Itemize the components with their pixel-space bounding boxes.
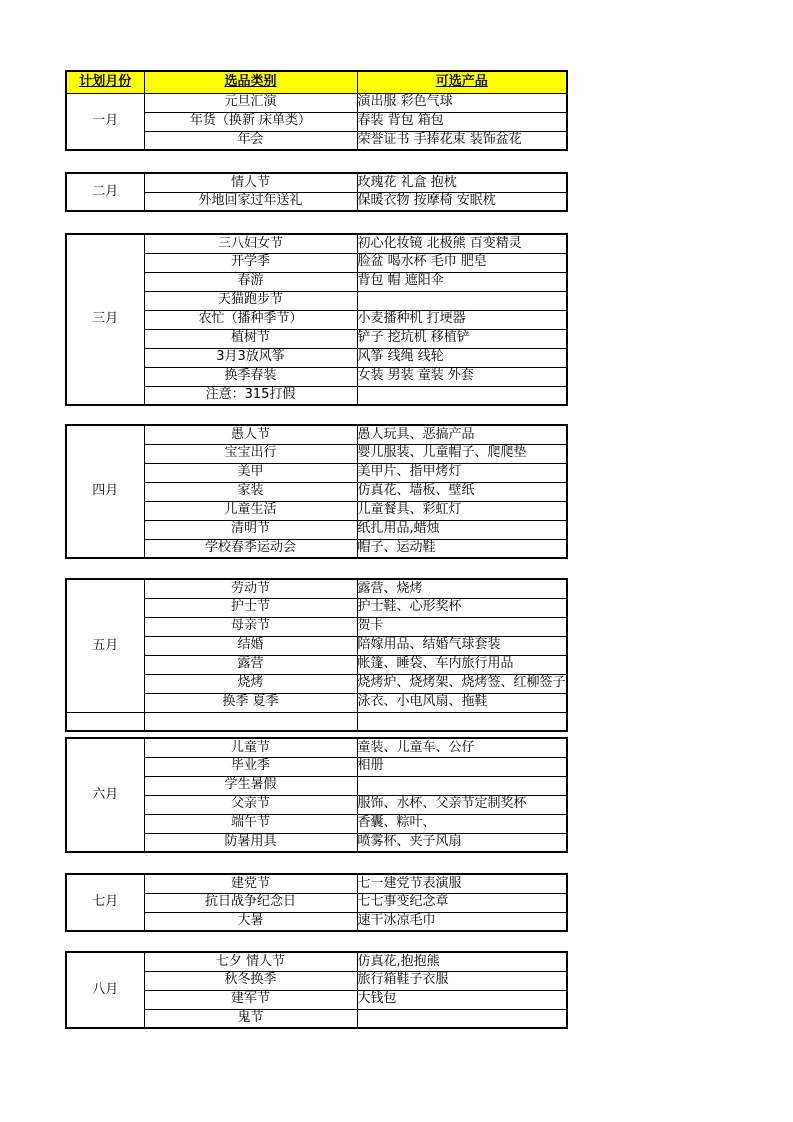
product-cell: 喷雾杯、夹子风扇 [357, 833, 567, 852]
product-cell: 背包 帽 遮阳伞 [357, 272, 567, 291]
table-row [66, 874, 567, 893]
product-cell: 露营、烧烤 [357, 579, 567, 598]
header-cell-plan-month: 计划月份 [66, 71, 144, 93]
product-cell [357, 386, 567, 405]
product-cell: 脸盆 喝水杯 毛巾 肥皂 [357, 253, 567, 272]
product-cell: 玫瑰花 礼盒 抱枕 [357, 173, 567, 192]
category-cell: 美甲 [144, 463, 357, 482]
category-cell: 儿童节 [144, 738, 357, 757]
category-cell: 七夕 情人节 [144, 952, 357, 971]
month-cell: 二月 [66, 173, 144, 211]
month-cell: 三月 [66, 234, 144, 405]
table-row [66, 234, 567, 253]
product-cell: 风筝 线绳 线轮 [357, 348, 567, 367]
month-block-3 [65, 233, 568, 406]
category-cell: 露营 [144, 655, 357, 674]
product-cell [357, 776, 567, 795]
product-cell: 美甲片、指甲烤灯 [357, 463, 567, 482]
month-cell: 七月 [66, 874, 144, 931]
month-block-8 [65, 951, 568, 1029]
empty-cell [357, 712, 567, 731]
category-cell: 天猫跑步节 [144, 291, 357, 310]
category-cell: 建党节 [144, 874, 357, 893]
month-block-4 [65, 424, 568, 559]
category-cell: 建军节 [144, 990, 357, 1009]
product-cell [357, 1009, 567, 1028]
product-cell: 大钱包 [357, 990, 567, 1009]
category-cell: 烧烤 [144, 674, 357, 693]
month-cell: 八月 [66, 952, 144, 1028]
category-cell: 学生暑假 [144, 776, 357, 795]
product-cell: 泳衣、小电风扇、拖鞋 [357, 693, 567, 712]
product-cell: 烧烤炉、烧烤架、烧烤签、红柳签子 [357, 674, 567, 693]
product-cell: 小麦播种机 打埂器 [357, 310, 567, 329]
empty-cell [66, 712, 144, 731]
product-cell: 帽子、运动鞋 [357, 539, 567, 558]
product-cell: 纸扎用品,蜡烛 [357, 520, 567, 539]
product-cell: 仿真花、墙板、壁纸 [357, 482, 567, 501]
product-cell: 香囊、粽叶、 [357, 814, 567, 833]
product-cell: 七七事变纪念章 [357, 893, 567, 912]
product-cell: 护士鞋、心形奖杯 [357, 598, 567, 617]
category-cell: 清明节 [144, 520, 357, 539]
category-cell: 注意：315打假 [144, 386, 357, 405]
category-cell: 学校春季运动会 [144, 539, 357, 558]
category-cell: 农忙（播种季节） [144, 310, 357, 329]
category-cell: 秋冬换季 [144, 971, 357, 990]
category-cell: 毕业季 [144, 757, 357, 776]
category-cell: 劳动节 [144, 579, 357, 598]
month-block-6 [65, 737, 568, 853]
category-cell: 外地回家过年送礼 [144, 192, 357, 211]
product-cell: 速干冰凉毛巾 [357, 912, 567, 931]
header-row [66, 71, 567, 93]
month-block-1 [65, 70, 568, 151]
category-cell: 年会 [144, 131, 357, 150]
month-cell: 四月 [66, 425, 144, 558]
category-cell: 元旦汇演 [144, 93, 357, 112]
product-cell: 女装 男装 童装 外套 [357, 367, 567, 386]
plan-table-area [65, 70, 793, 1029]
product-cell [357, 291, 567, 310]
header-cell-category: 选品类别 [144, 71, 357, 93]
category-cell: 家装 [144, 482, 357, 501]
category-cell: 鬼节 [144, 1009, 357, 1028]
month-cell: 五月 [66, 579, 144, 712]
table-row [66, 93, 567, 112]
category-cell: 宝宝出行 [144, 444, 357, 463]
month-block-7 [65, 873, 568, 932]
empty-row [66, 712, 567, 731]
category-cell: 防暑用具 [144, 833, 357, 852]
month-block-2 [65, 172, 568, 212]
table-row [66, 425, 567, 444]
category-cell: 儿童生活 [144, 501, 357, 520]
product-cell: 帐篷、睡袋、车内旅行用品 [357, 655, 567, 674]
product-cell: 贺卡 [357, 617, 567, 636]
category-cell: 抗日战争纪念日 [144, 893, 357, 912]
product-cell: 荣誉证书 手捧花束 装饰盆花 [357, 131, 567, 150]
product-cell: 婴儿服装、儿童帽子、爬爬垫 [357, 444, 567, 463]
empty-cell [144, 712, 357, 731]
category-cell: 父亲节 [144, 795, 357, 814]
table-row [66, 738, 567, 757]
product-cell: 陪嫁用品、结婚气球套装 [357, 636, 567, 655]
category-cell: 大暑 [144, 912, 357, 931]
month-block-5 [65, 578, 568, 732]
month-cell: 一月 [66, 93, 144, 150]
product-cell: 仿真花,抱抱熊 [357, 952, 567, 971]
category-cell: 植树节 [144, 329, 357, 348]
worksheet [0, 70, 793, 1029]
category-cell: 结婚 [144, 636, 357, 655]
category-cell: 情人节 [144, 173, 357, 192]
table-row [66, 579, 567, 598]
month-cell: 六月 [66, 738, 144, 852]
product-cell: 初心化妆镜 北极熊 百变精灵 [357, 234, 567, 253]
category-cell: 端午节 [144, 814, 357, 833]
product-cell: 相册 [357, 757, 567, 776]
header-cell-products: 可选产品 [357, 71, 567, 93]
category-cell: 三八妇女节 [144, 234, 357, 253]
category-cell: 春游 [144, 272, 357, 291]
product-cell: 旅行箱鞋子衣服 [357, 971, 567, 990]
table-row [66, 952, 567, 971]
category-cell: 换季 夏季 [144, 693, 357, 712]
category-cell: 年货（换新 床单类） [144, 112, 357, 131]
category-cell: 愚人节 [144, 425, 357, 444]
product-cell: 铲子 挖坑机 移植铲 [357, 329, 567, 348]
product-cell: 服饰、水杯、父亲节定制奖杯 [357, 795, 567, 814]
category-cell: 3月3放风筝 [144, 348, 357, 367]
category-cell: 母亲节 [144, 617, 357, 636]
product-cell: 童装、儿童车、公仔 [357, 738, 567, 757]
product-cell: 愚人玩具、恶搞产品 [357, 425, 567, 444]
product-cell: 春装 背包 箱包 [357, 112, 567, 131]
product-cell: 保暖衣物 按摩椅 安眠枕 [357, 192, 567, 211]
table-row [66, 173, 567, 192]
product-cell: 演出服 彩色气球 [357, 93, 567, 112]
category-cell: 护士节 [144, 598, 357, 617]
product-cell: 七一建党节表演服 [357, 874, 567, 893]
product-cell: 儿童餐具、彩虹灯 [357, 501, 567, 520]
category-cell: 开学季 [144, 253, 357, 272]
category-cell: 换季春装 [144, 367, 357, 386]
